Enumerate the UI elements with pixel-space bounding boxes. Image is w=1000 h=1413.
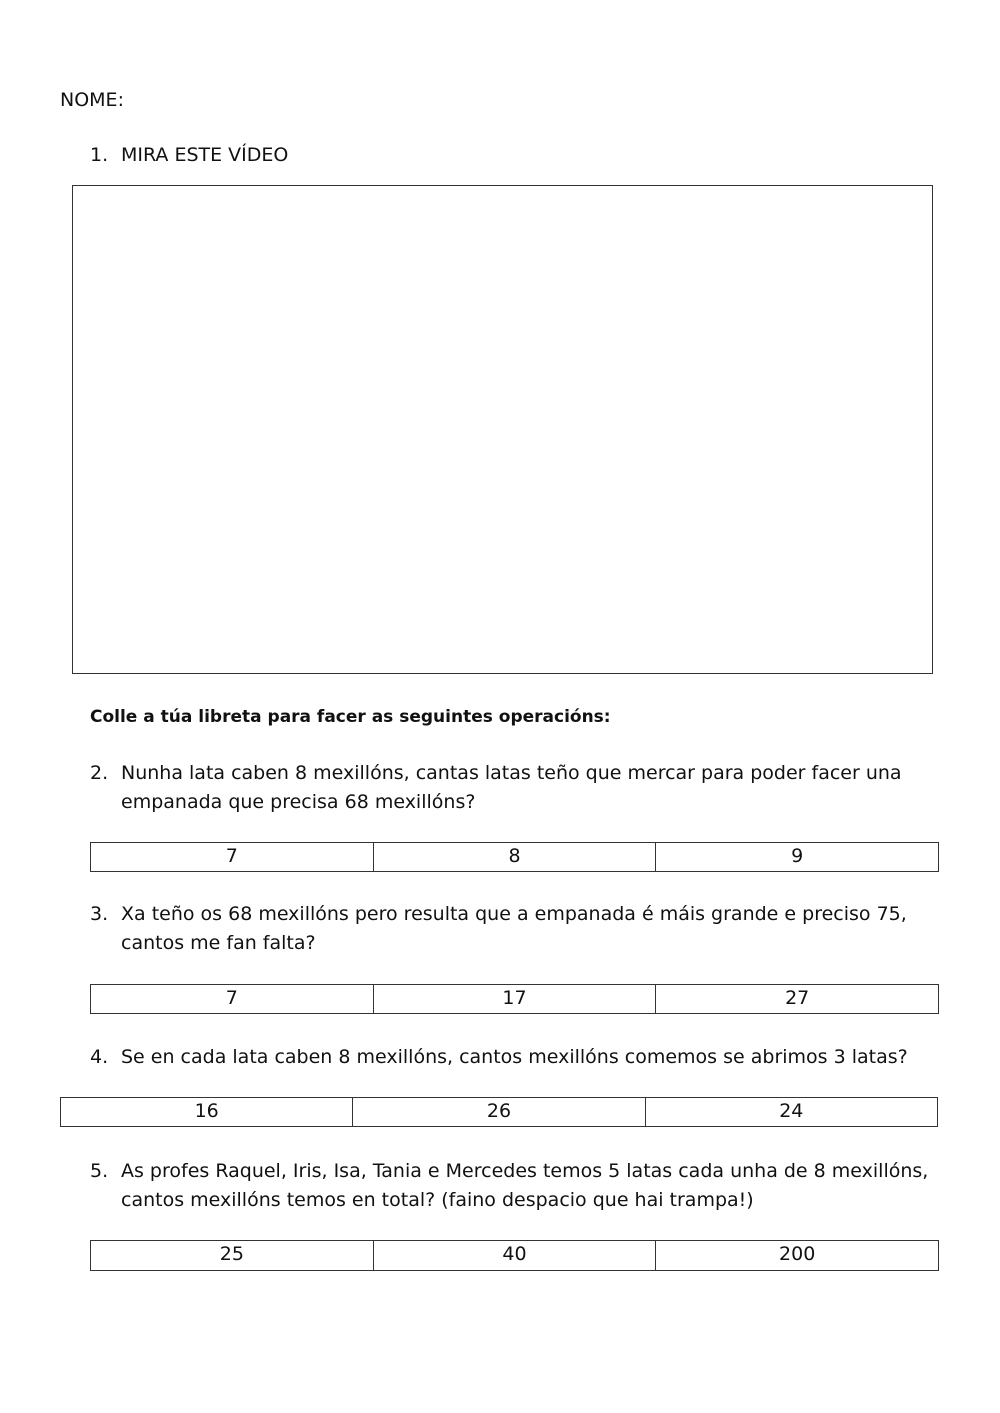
name-label: NOME:	[60, 89, 124, 111]
question-2-option-a[interactable]: 7	[91, 843, 374, 871]
question-5-number: 5.	[90, 1160, 109, 1182]
question-1-text: MIRA ESTE VÍDEO	[121, 144, 289, 166]
question-5-option-c[interactable]: 200	[779, 1243, 816, 1265]
question-2-line-1: Nunha lata caben 8 mexillóns, cantas latas teño que mercar para poder facer una	[121, 762, 902, 784]
question-2-number: 2.	[90, 762, 109, 784]
question-5-options	[90, 1240, 939, 1271]
question-4-option-a[interactable]: 16	[61, 1098, 353, 1126]
question-4-option-b[interactable]: 26	[353, 1098, 645, 1126]
video-frame[interactable]	[72, 185, 933, 674]
question-2-option-b[interactable]: 8	[374, 843, 657, 871]
question-3-options	[90, 984, 939, 1014]
question-4-options	[60, 1097, 938, 1127]
question-5-line-1: As profes Raquel, Iris, Isa, Tania e Mercedes temos 5 latas cada unha de 8 mexillóns,	[121, 1160, 929, 1182]
question-4-option-c[interactable]: 24	[779, 1100, 804, 1122]
question-1-number: 1.	[90, 144, 109, 166]
question-3-option-a[interactable]: 7	[91, 985, 374, 1013]
question-3-line-2: cantos me fan falta?	[121, 932, 316, 954]
question-3-line-1: Xa teño os 68 mexillóns pero resulta que a empanada é máis grande e preciso 75,	[121, 903, 907, 925]
instruction-text: Colle a túa libreta para facer as seguintes operacións:	[90, 707, 611, 727]
question-2-options	[90, 842, 939, 872]
question-5-option-a[interactable]: 25	[91, 1241, 374, 1270]
question-4-number: 4.	[90, 1046, 109, 1068]
question-2-line-2: empanada que precisa 68 mexillóns?	[121, 791, 476, 813]
question-2-option-c[interactable]: 9	[791, 845, 804, 867]
question-3-option-b[interactable]: 17	[374, 985, 657, 1013]
question-3-number: 3.	[90, 903, 109, 925]
question-3-option-c[interactable]: 27	[785, 987, 810, 1009]
question-4-line-1: Se en cada lata caben 8 mexillóns, cantos mexillóns comemos se abrimos 3 latas?	[121, 1046, 908, 1068]
question-5-line-2: cantos mexillóns temos en total? (faino despacio que hai trampa!)	[121, 1189, 754, 1211]
question-5-option-b[interactable]: 40	[374, 1241, 657, 1270]
